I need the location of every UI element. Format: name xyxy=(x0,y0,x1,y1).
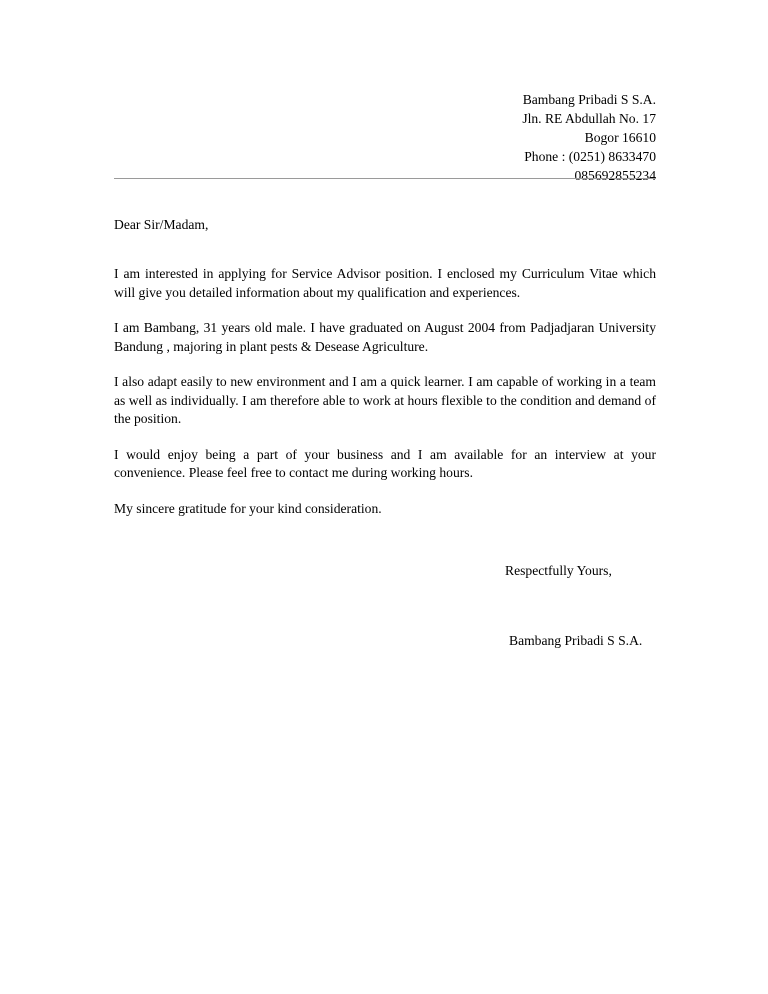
body-paragraph: I would enjoy being a part of your business and I am available for an interview at your convenience. Please feel free to contact me during working hours. xyxy=(114,446,656,480)
sender-name: Bambang Pribadi S S.A. xyxy=(522,92,656,107)
closing: Respectfully Yours, xyxy=(505,563,612,578)
sender-mobile: 085692855234 xyxy=(574,168,656,183)
body-paragraph: My sincere gratitude for your kind consideration. xyxy=(114,500,382,516)
body-paragraph: I am Bambang, 31 years old male. I have graduated on August 2004 from Padjadjaran University Bandung , majoring in plant pests & Desease Agriculture. xyxy=(114,320,656,354)
body-paragraph: I am interested in applying for Service Advisor position. I enclosed my Curriculum Vitae which will give you detailed information about my qualification and experiences. xyxy=(114,266,656,300)
sender-city: Bogor 16610 xyxy=(584,130,656,145)
sender-street: Jln. RE Abdullah No. 17 xyxy=(522,111,656,126)
salutation: Dear Sir/Madam, xyxy=(114,217,209,232)
header-divider xyxy=(114,178,656,179)
sender-address-block xyxy=(396,90,656,185)
letter-body xyxy=(114,265,656,535)
sender-phone: Phone : (0251) 8633470 xyxy=(524,149,656,164)
signature-name: Bambang Pribadi S S.A. xyxy=(509,633,643,648)
body-paragraph: I also adapt easily to new environment and I am a quick learner. I am capable of working in a team as well as individually. I am therefore able to work at hours flexible to the condition and demand of the position. xyxy=(114,374,656,426)
